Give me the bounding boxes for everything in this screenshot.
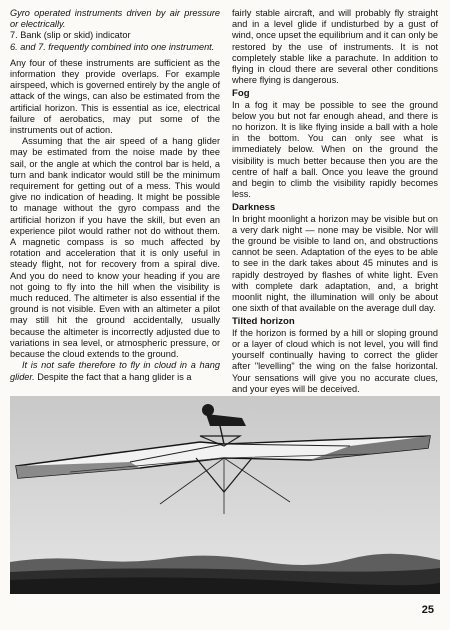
paragraph-instruments: Any four of these instruments are sufficient as the information they provide overlaps. For example airspeed, which is governed entirely by the angle of attack of the wings, can also be estimated from the artificial horizon. This is essential as ice, electrical failure of aerobatics, may put some of the instruments out of action.: [10, 57, 220, 136]
paragraph-darkness: In bright moonlight a horizon may be visible but on a very dark night — none may be visible. Nor will the ground be visible to land on, and obstructions cannot be seen. Adaptation of the eyes to be able to see in the dark takes about 45 minutes and is rapidly destroyed by flashes of white light. Even with complete dark adaptation, and, a bright moonlit night, the illumination will only be about one sixth of that available on the average dull day.: [232, 213, 438, 314]
list-item-6-7: 6. and 7. frequently combined into one instrument.: [10, 41, 215, 52]
right-column: [232, 8, 438, 395]
left-column: [10, 8, 220, 383]
paragraph-cloud-warning: [10, 360, 220, 382]
hang-glider-photo: [10, 396, 440, 594]
heading-fog: Fog: [232, 88, 250, 100]
hang-glider-illustration: [10, 396, 440, 594]
paragraph-tilted-horizon: If the horizon is formed by a hill or sloping ground or a layer of cloud which is not level, you will find yourself continually having to correct the glider after "levelling" the wing on the false horizontal. Your sensations will give you no accurate clues, and your eyes will be deceived.: [232, 327, 438, 394]
heading-tilted-horizon: Tilted horizon: [232, 316, 295, 328]
page-number: 25: [421, 604, 434, 616]
paragraph-stability: fairly stable aircraft, and will probably fly straight and in a level glide if undisturbed by a gust of wind, once upset the equilibrium and it can only be restored by the use of instruments. It is not completely stable like a parachute. In addition to flying in cloud there are several other conditions where flying is dangerous.: [232, 8, 438, 86]
cloud-warning-italic: It is not safe therefore to fly in cloud in a hang glider.: [10, 360, 220, 382]
heading-darkness: Darkness: [232, 202, 276, 214]
intro-italic: Gyro operated instruments driven by air pressure or electrically.: [10, 8, 220, 30]
paragraph-fog: In a fog it may be possible to see the ground below you but not far enough ahead, and there is no horizon. It is like flying inside a ball with a hole in the bottom. You can only see what is immediately below. When on the ground the visibility is much better because then you are the centre of half a ball. Once you leave the ground and begin to climb the visibility rapidly becomes less.: [232, 99, 438, 200]
list-item-7: 7. Bank (slip or skid) indicator: [10, 30, 131, 41]
cloud-warning-rest: Despite the fact that a hang glider is a: [34, 371, 192, 382]
paragraph-airspeed: Assuming that the air speed of a hang glider may be estimated from the noise made by thee sail, or the angle at which the control bar is held, a turn and bank indicator would still be the minimum requirement for getting out of a mess. This would give no indication of heading. It might be possible to manage without the gyro compass and the artificial horizon if you have the skill, but even an experience pilot would rather not do without them. A magnetic compass is so much affected by rotation and acceleration that it is only useful in steady flight, not for recovery from a spiral dive. And you do need to know your heading if you are not going to fly into the hill when the visibility is much reduced. The altimeter is also essential if the ground is not visible. Even with an altimeter a pilot may still hit the ground accidentally, usually because the altimeter is incorrectly adjusted due to variations in sea level, or atmospheric pressure, or because the cloud extends to the ground.: [10, 136, 220, 360]
